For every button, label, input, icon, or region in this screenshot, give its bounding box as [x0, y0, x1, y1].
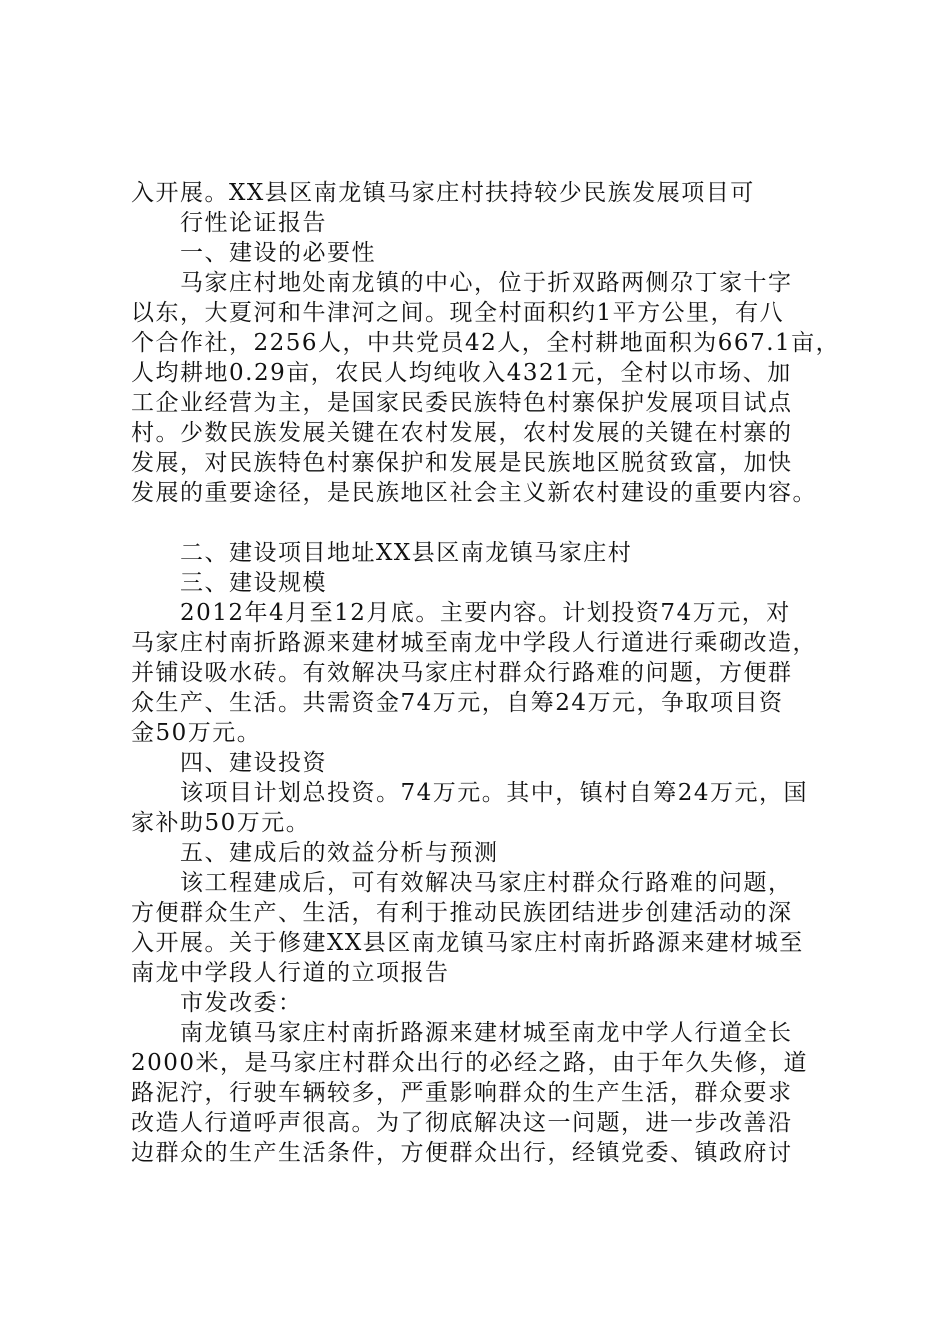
text-line: 以东，大夏河和牛津河之间。现全村面积约1平方公里，有八: [131, 300, 785, 326]
text-line: 行性论证报告: [180, 210, 327, 236]
text-line: 个合作社，2256人，中共党员42人，全村耕地面积为667.1亩，: [131, 330, 841, 356]
text-line: 南龙中学段人行道的立项报告: [131, 960, 450, 986]
text-line: 金50万元。: [131, 720, 262, 746]
text-line: 人均耕地0.29亩，农民人均纯收入4321元，全村以市场、加: [131, 360, 792, 386]
section-heading: 四、建设投资: [180, 750, 327, 776]
text-line: 马家庄村南折路源来建材城至南龙中学段人行道进行乘砌改造，: [131, 630, 817, 656]
addressee: 市发改委：: [180, 990, 303, 1016]
text-line: 2012年4月至12月底。主要内容。计划投资74万元，对: [180, 600, 791, 626]
text-line: 众生产、生活。共需资金74万元，自筹24万元，争取项目资: [131, 690, 784, 716]
text-line: 改造人行道呼声很高。为了彻底解决这一问题，进一步改善沿: [131, 1110, 793, 1136]
text-line: 南龙镇马家庄村南折路源来建材城至南龙中学人行道全长: [180, 1020, 793, 1046]
section-heading: 三、建设规模: [180, 570, 327, 596]
text-line: 入开展。XX县区南龙镇马家庄村扶持较少民族发展项目可: [131, 180, 755, 206]
text-line: 发展，对民族特色村寨保护和发展是民族地区脱贫致富，加快: [131, 450, 793, 476]
text-line: 入开展。关于修建XX县区南龙镇马家庄村南折路源来建材城至: [131, 930, 804, 956]
text-line: 工企业经营为主，是国家民委民族特色村寨保护发展项目试点: [131, 390, 793, 416]
text-line: 马家庄村地处南龙镇的中心，位于折双路两侧尕丁家十字: [180, 270, 793, 296]
section-heading: 五、建成后的效益分析与预测: [180, 840, 499, 866]
section-heading: 一、建设的必要性: [180, 240, 376, 266]
text-line: 方便群众生产、生活，有利于推动民族团结进步创建活动的深: [131, 900, 793, 926]
text-line: 村。少数民族发展关键在农村发展，农村发展的关键在村寨的: [131, 420, 793, 446]
section-heading: 二、建设项目地址XX县区南龙镇马家庄村: [180, 540, 633, 566]
text-line: 2000米，是马家庄村群众出行的必经之路，由于年久失修，道: [131, 1050, 809, 1076]
text-line: 并铺设吸水砖。有效解决马家庄村群众行路难的问题，方便群: [131, 660, 793, 686]
text-line: 该工程建成后，可有效解决马家庄村群众行路难的问题，: [180, 870, 793, 896]
text-line: 路泥泞，行驶车辆较多，严重影响群众的生产生活，群众要求: [131, 1080, 793, 1106]
text-line: 边群众的生产生活条件，方便群众出行，经镇党委、镇政府讨: [131, 1140, 793, 1166]
text-line: 发展的重要途径，是民族地区社会主义新农村建设的重要内容。: [131, 480, 817, 506]
text-line: 家补助50万元。: [131, 810, 311, 836]
text-line: 该项目计划总投资。74万元。其中，镇村自筹24万元，国: [180, 780, 809, 806]
